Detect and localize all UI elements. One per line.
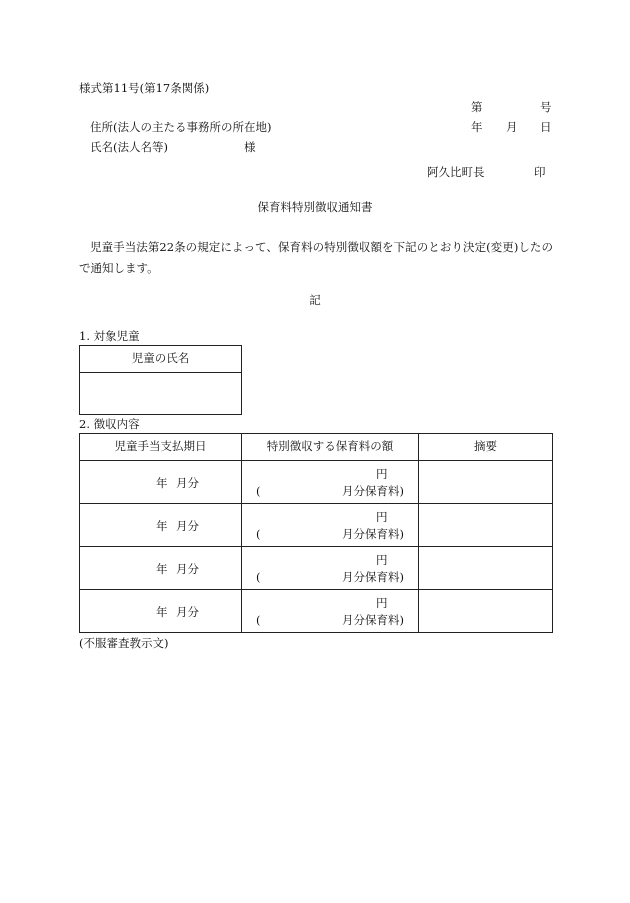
child-name-header: 児童の氏名 — [80, 346, 242, 373]
honorific-sama: 様 — [244, 140, 256, 154]
date-year-label: 年 — [156, 562, 168, 576]
date-year-label: 年 — [156, 519, 168, 533]
payment-date-cell[interactable] — [80, 547, 242, 590]
paren-open: ( — [256, 484, 261, 498]
payment-date-cell[interactable] — [80, 504, 242, 547]
fee-month-suffix: 月分保育料) — [342, 527, 404, 541]
date-month-label: 月分 — [176, 562, 199, 576]
fee-month-suffix: 月分保育料) — [342, 570, 404, 584]
yen-label: 円 — [376, 467, 388, 481]
collection-table — [79, 433, 553, 633]
issuer-title: 阿久比町長 — [427, 165, 485, 179]
table-row — [80, 547, 553, 590]
header-payment-date: 児童手当支払期日 — [80, 434, 242, 461]
yen-label: 円 — [376, 553, 388, 567]
table-row — [80, 461, 553, 504]
remarks-cell[interactable] — [419, 461, 553, 504]
yen-label: 円 — [376, 596, 388, 610]
fee-amount-cell[interactable] — [242, 547, 419, 590]
date-day: 日 — [540, 120, 552, 134]
remarks-cell[interactable] — [419, 504, 553, 547]
form-number: 様式第11号(第17条関係) — [79, 81, 210, 95]
seal-mark: 印 — [534, 165, 546, 179]
date-year-label: 年 — [156, 476, 168, 490]
address-label: 住所(法人の主たる事務所の所在地) — [90, 120, 272, 134]
child-name-cell[interactable] — [80, 373, 242, 415]
fee-amount-cell[interactable] — [242, 590, 419, 633]
payment-date-cell[interactable] — [80, 590, 242, 633]
remarks-cell[interactable] — [419, 547, 553, 590]
date-month-label: 月分 — [176, 605, 199, 619]
paren-open: ( — [256, 527, 261, 541]
yen-label: 円 — [376, 510, 388, 524]
name-label: 氏名(法人名等) — [90, 140, 168, 154]
paren-open: ( — [256, 570, 261, 584]
fee-month-suffix: 月分保育料) — [342, 484, 404, 498]
paren-open: ( — [256, 613, 261, 627]
payment-date-cell[interactable] — [80, 461, 242, 504]
body-paragraph: 児童手当法第22条の規定によって、保育料の特別徴収額を下記のとおり決定(変更)したので通知します。 — [79, 240, 553, 275]
section2-heading: 2. 徴収内容 — [79, 417, 140, 431]
ki-marker: 記 — [309, 293, 321, 307]
remarks-cell[interactable] — [419, 590, 553, 633]
doc-number-dai: 第 — [471, 100, 483, 114]
date-month: 月 — [506, 120, 518, 134]
fee-amount-cell[interactable] — [242, 461, 419, 504]
date-year: 年 — [471, 120, 483, 134]
date-month-label: 月分 — [176, 476, 199, 490]
table-row — [80, 504, 553, 547]
doc-number-go: 号 — [540, 100, 552, 114]
fee-month-suffix: 月分保育料) — [342, 613, 404, 627]
fee-amount-cell[interactable] — [242, 504, 419, 547]
appeal-notice: (不服審査教示文) — [79, 636, 169, 650]
table-row — [80, 590, 553, 633]
header-fee-amount: 特別徴収する保育料の額 — [242, 434, 419, 461]
header-remarks: 摘要 — [419, 434, 553, 461]
child-table — [79, 345, 242, 415]
date-month-label: 月分 — [176, 519, 199, 533]
date-year-label: 年 — [156, 605, 168, 619]
document-title: 保育料特別徴収通知書 — [257, 200, 373, 214]
section1-heading: 1. 対象児童 — [79, 329, 140, 343]
